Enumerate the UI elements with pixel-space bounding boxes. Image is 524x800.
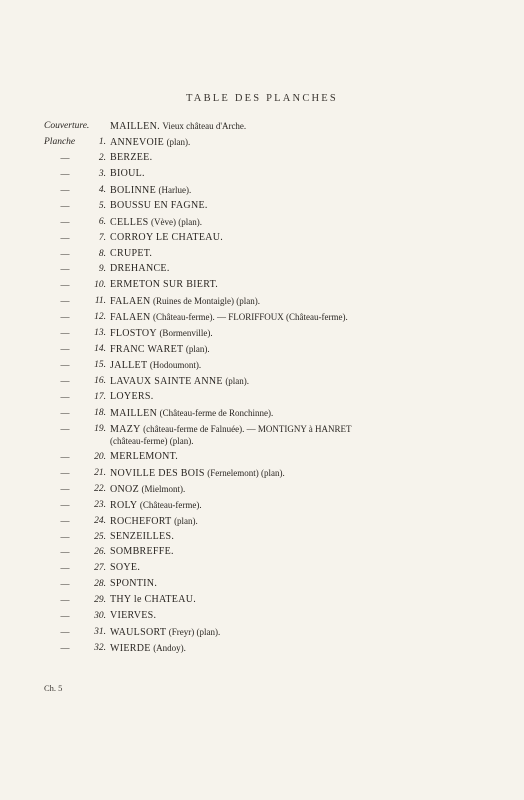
plate-detail: (Château-ferme). — FLORIFFOUX (Château-ferme). [153,312,348,323]
cover-text [110,120,246,133]
ditto-dash: — [60,643,70,654]
plate-name: JALLET [110,360,148,372]
plate-name: CELLES [110,216,149,228]
ditto-dash: — [60,200,70,211]
plate-detail: (Château-ferme de Ronchinne). [159,407,274,418]
plate-name: SPONTIN. [110,578,158,590]
plate-number: 23. [94,499,106,510]
plate-name: WAULSORT [110,627,167,639]
plate-number: 19. [94,423,106,434]
plate-text [110,359,201,372]
plate-name: BOUSSU EN FAGNE. [110,199,208,211]
plate-name: VIERVES. [110,610,157,622]
plate-name: ROCHEFORT [110,515,172,527]
plate-detail: (Andoy). [153,643,186,654]
plate-entry [0,200,524,216]
plate-number: 9. [98,264,106,275]
plate-detail: (Hodoumont). [149,360,202,371]
plate-detail: (Ruines de Montaigle) (plan). [153,296,260,307]
plate-number: 16. [94,376,106,386]
cover-label: Couverture. [44,121,90,131]
plate-name: SOYE. [110,562,141,574]
plate-entry [0,216,524,232]
plate-number: 25. [94,531,106,542]
plate-detail: (château-ferme de Falnuée). — MONTIGNY à HANRET [143,423,352,434]
ditto-dash: — [60,579,70,590]
plate-number: 8. [98,248,106,259]
plate-number: 5. [98,200,106,211]
plate-number: 4. [98,184,106,195]
plate-detail: (Fernelemont) (plan). [207,467,285,478]
plate-text [110,578,157,590]
plate-entry [0,136,524,152]
plate-text [110,626,220,639]
plate-text [110,391,154,403]
plate-entry [0,279,524,295]
plate-entry [0,248,524,264]
plate-text [110,327,213,340]
plate-name: CORROY LE CHATEAU. [110,231,224,243]
plate-entry [0,483,524,499]
plate-entry [0,375,524,391]
plate-number: 31. [94,627,106,638]
plate-entry [0,626,524,642]
plate-name: WIERDE [110,643,151,655]
plate-entry [0,263,524,279]
plate-name: FALAEN [110,312,151,324]
plate-entry [0,467,524,483]
plate-entry [0,407,524,423]
plate-name: THY le CHATEAU. [110,594,197,606]
ditto-dash: — [60,423,70,434]
ditto-dash: — [60,184,70,195]
plate-entry [0,184,524,200]
plate-name: MAILLEN [110,407,158,419]
plate-number: 18. [94,407,106,418]
plate-entry [0,546,524,562]
plate-name: FRANC WARET [110,344,184,356]
plate-entry [0,451,524,467]
plate-text [110,546,174,558]
plate-entry [0,295,524,311]
plate-name: BIOUL. [110,167,145,179]
plate-name: DREHANCE. [110,263,170,275]
plate-name: NOVILLE DES BOIS [110,467,205,479]
plate-text [110,594,196,606]
plate-name: CRUPET. [110,247,153,259]
plate-number: 26. [94,547,106,558]
plate-text [110,451,178,463]
plate-text [110,279,218,291]
plate-name: SENZEILLES. [110,530,175,542]
plate-number: 20. [94,451,106,462]
plate-text [110,152,152,164]
plate-entry [0,311,524,327]
plate-text [110,343,210,356]
plate-entry [0,152,524,168]
cover-entry [0,120,524,136]
plate-entry [0,594,524,610]
ditto-dash: — [60,391,70,402]
plate-text [110,248,152,260]
ditto-dash: — [60,328,70,339]
plate-detail: (Château-ferme). [139,499,202,510]
cover-detail: Vieux château d'Arche. [162,121,247,131]
plates-label: Planche [44,136,76,147]
plate-entry [0,578,524,594]
ditto-dash: — [60,407,70,418]
plate-detail: (plan). [166,136,191,147]
plate-text [110,263,170,275]
ditto-dash: — [60,264,70,275]
plate-number: 29. [94,595,106,606]
plate-detail: (plan). [174,515,198,526]
plate-text [110,562,140,574]
plate-text [110,531,174,543]
plate-name: LAVAUX SAINTE ANNE [110,376,223,387]
plate-text [110,136,190,149]
plate-entry [0,423,524,451]
ditto-dash: — [60,563,70,574]
plate-entry [0,359,524,375]
plate-text [110,232,223,244]
plate-detail: (Mielmont). [141,483,186,494]
plate-number: 15. [94,360,106,371]
plate-name: MERLEMONT. [110,450,179,462]
plate-number: 3. [98,168,106,179]
ditto-dash: — [60,499,70,510]
plate-text [110,375,249,388]
plate-text [110,184,191,197]
plate-entry [0,610,524,626]
plate-entry [0,562,524,578]
plate-detail: (Bormenville). [159,328,213,339]
ditto-dash: — [60,296,70,307]
plate-number: 1. [98,136,106,147]
plate-number: 32. [94,643,106,654]
footer-signature: Ch. 5 [44,683,63,693]
plate-entry [0,531,524,547]
plate-name: SOMBREFFE. [110,546,174,558]
plate-detail: (plan). [185,344,210,355]
plate-number: 13. [94,328,106,339]
plate-name: ANNEVOIE [110,136,165,148]
plate-entry [0,327,524,343]
ditto-dash: — [60,627,70,638]
ditto-dash: — [60,595,70,606]
plate-number: 10. [94,280,106,291]
plate-text [110,642,186,655]
ditto-dash: — [60,344,70,355]
plate-name: ONOZ [110,483,139,495]
plate-number: 12. [94,312,106,323]
plate-detail: (Harlue). [158,184,192,195]
plate-entry [0,168,524,184]
plate-text [110,200,208,212]
plate-name: FLOSTOY [110,328,157,340]
plate-entry [0,515,524,531]
plate-number: 14. [94,344,106,355]
plate-text [110,515,198,528]
plate-name: BERZEE. [110,151,153,163]
plate-name: LOYERS. [110,390,154,402]
plate-text [110,311,348,324]
plate-detail: (plan). [225,376,250,386]
ditto-dash: — [60,248,70,259]
plate-entry [0,642,524,658]
plate-number: 6. [98,216,106,227]
plate-detail: (Freyr) (plan). [168,627,221,638]
plate-number: 28. [94,579,106,590]
plate-name: FALAEN [110,296,151,308]
plate-number: 21. [94,467,106,478]
ditto-dash: — [60,232,70,243]
ditto-dash: — [60,515,70,526]
ditto-dash: — [60,611,70,622]
plate-number: 17. [94,391,106,402]
plate-number: 7. [98,232,106,243]
plate-text [110,407,273,420]
ditto-dash: — [60,312,70,323]
ditto-dash: — [60,168,70,179]
plate-entry [0,343,524,359]
plate-number: 2. [98,152,106,163]
plate-entry [0,232,524,248]
ditto-dash: — [60,360,70,371]
ditto-dash: — [60,216,70,227]
plate-entry [0,499,524,515]
plate-text [110,499,202,512]
plate-number: 30. [94,611,106,622]
plate-detail: (Vève) (plan). [150,216,202,227]
plates-list [0,120,524,658]
plate-name: BOLINNE [110,184,156,196]
plate-name: ERMETON SUR BIERT. [110,279,219,291]
ditto-dash: — [60,376,70,386]
ditto-dash: — [60,451,70,462]
plate-text [110,610,156,622]
ditto-dash: — [60,467,70,478]
page-title: TABLE DES PLANCHES [186,93,338,104]
plate-number: 24. [94,515,106,526]
plate-number: 22. [94,483,106,494]
plate-name: MAZY [110,423,141,435]
plate-text [110,483,185,496]
ditto-dash: — [60,547,70,558]
plate-number: 11. [94,296,106,307]
plate-number: 27. [94,563,106,574]
cover-name: MAILLEN. [110,121,160,132]
ditto-dash: — [60,280,70,291]
plate-entry [0,391,524,407]
ditto-dash: — [60,152,70,163]
plate-text [110,295,260,308]
plate-text [110,467,285,480]
plate-text [110,168,145,180]
plate-text [110,216,202,229]
ditto-dash: — [60,531,70,542]
plate-detail-continued: (château-ferme) (plan). [110,435,194,446]
plate-name: ROLY [110,499,138,511]
ditto-dash: — [60,483,70,494]
